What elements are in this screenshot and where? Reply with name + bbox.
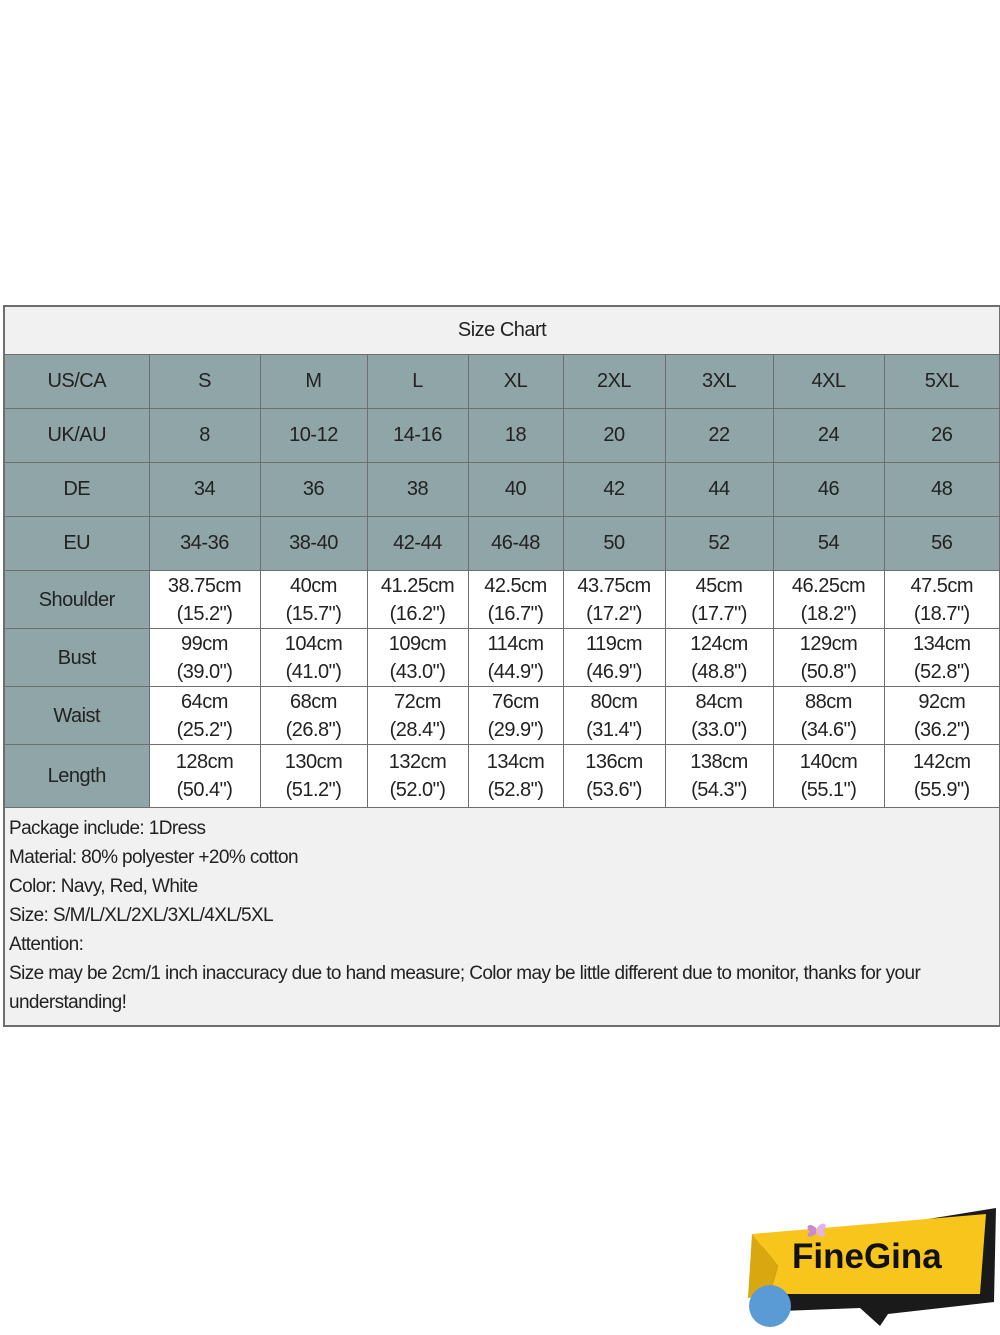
size-chart-title: Size Chart xyxy=(4,306,1000,355)
measure-cell xyxy=(260,571,367,629)
product-notes xyxy=(4,808,1000,1027)
measure-cell xyxy=(468,745,563,808)
measure-cell xyxy=(884,571,1000,629)
row-label: US/CA xyxy=(4,355,149,409)
measure-cm: 134cm xyxy=(913,632,971,655)
measure-inch: (52.0") xyxy=(389,779,446,801)
measure-cm: 64cm xyxy=(181,690,228,713)
measure-cm: 88cm xyxy=(805,690,852,713)
size-cell: 40 xyxy=(468,463,563,517)
measure-inch: (55.1") xyxy=(800,779,857,801)
measure-cm: 40cm xyxy=(290,574,337,597)
measure-cell xyxy=(367,745,468,808)
measure-cm: 134cm xyxy=(486,751,545,773)
measure-cell xyxy=(260,745,367,808)
measure-cell xyxy=(367,687,468,745)
measure-cm: 142cm xyxy=(913,751,971,773)
measure-cm: 138cm xyxy=(690,751,748,773)
table-row xyxy=(4,517,1000,571)
measure-cell xyxy=(563,571,665,629)
size-cell: 44 xyxy=(665,463,773,517)
measure-cell xyxy=(884,745,1000,808)
table-row xyxy=(4,409,1000,463)
table-row xyxy=(4,687,1000,745)
measure-cell xyxy=(665,687,773,745)
size-cell: XL xyxy=(468,355,563,409)
measure-inch: (43.0") xyxy=(389,660,446,683)
measure-inch: (50.8") xyxy=(800,660,857,683)
measure-cell xyxy=(149,687,260,745)
logo-dot xyxy=(749,1285,791,1327)
measure-cm: 47.5cm xyxy=(910,574,974,597)
measure-cell xyxy=(468,571,563,629)
note-color: Color: Navy, Red, White xyxy=(9,876,198,897)
measure-cell xyxy=(563,745,665,808)
size-cell: 18 xyxy=(468,409,563,463)
size-cell: 56 xyxy=(884,517,1000,571)
measure-inch: (25.2") xyxy=(176,718,233,741)
measure-cell xyxy=(260,629,367,687)
size-cell: 54 xyxy=(773,517,884,571)
measure-inch: (18.2") xyxy=(800,602,857,625)
size-cell: 3XL xyxy=(665,355,773,409)
measure-cell xyxy=(665,745,773,808)
measure-inch: (16.2") xyxy=(389,602,446,625)
row-label: EU xyxy=(4,517,149,571)
table-row xyxy=(4,745,1000,808)
measure-cm: 80cm xyxy=(590,690,638,713)
measure-cm: 38.75cm xyxy=(167,574,242,597)
measure-cell xyxy=(563,629,665,687)
measure-cell xyxy=(468,629,563,687)
measure-cm: 140cm xyxy=(799,751,858,773)
measure-cell xyxy=(367,629,468,687)
size-cell: 20 xyxy=(563,409,665,463)
measure-cm: 104cm xyxy=(284,632,343,655)
measure-cm: 124cm xyxy=(690,632,748,655)
size-cell: L xyxy=(367,355,468,409)
size-cell: 34-36 xyxy=(149,517,260,571)
size-cell: 22 xyxy=(665,409,773,463)
measure-cm: 129cm xyxy=(799,632,858,655)
size-cell: S xyxy=(149,355,260,409)
measure-inch: (31.4") xyxy=(586,718,642,741)
measure-inch: (33.0") xyxy=(691,718,747,741)
finegina-logo xyxy=(748,1208,998,1328)
measure-cm: 114cm xyxy=(487,632,544,655)
size-cell: 42 xyxy=(563,463,665,517)
table-row xyxy=(4,629,1000,687)
measure-cell xyxy=(773,629,884,687)
note-package: Package include: 1Dress xyxy=(9,818,206,839)
measure-inch: (50.4") xyxy=(176,779,233,801)
measure-cell xyxy=(149,571,260,629)
measure-inch: (52.8") xyxy=(487,779,544,801)
size-cell: 34 xyxy=(149,463,260,517)
measure-inch: (28.4") xyxy=(389,718,446,741)
measure-cell xyxy=(773,687,884,745)
measure-cm: 76cm xyxy=(492,690,539,713)
measure-cm: 41.25cm xyxy=(380,574,455,597)
size-chart-table xyxy=(3,305,1000,1027)
measure-cell xyxy=(665,571,773,629)
measure-inch: (15.7") xyxy=(285,602,342,625)
measure-cm: 109cm xyxy=(388,632,447,655)
size-cell: 50 xyxy=(563,517,665,571)
measure-cell xyxy=(884,687,1000,745)
measure-inch: (34.6") xyxy=(800,718,857,741)
measure-cm: 42.5cm xyxy=(484,574,547,597)
measure-cm: 128cm xyxy=(175,751,234,773)
measure-cell xyxy=(149,629,260,687)
measure-inch: (41.0") xyxy=(285,660,342,683)
size-cell: 52 xyxy=(665,517,773,571)
size-cell: 48 xyxy=(884,463,1000,517)
note-attention-text: Size may be 2cm/1 inch inaccuracy due to hand measure; Color may be little different due to monitor, thanks for your understanding! xyxy=(9,963,921,1013)
measure-inch: (48.8") xyxy=(691,660,747,683)
measure-inch: (17.7") xyxy=(691,602,747,625)
measure-cm: 132cm xyxy=(388,751,447,773)
size-cell: M xyxy=(260,355,367,409)
table-row xyxy=(4,463,1000,517)
size-cell: 10-12 xyxy=(260,409,367,463)
measure-inch: (16.7") xyxy=(487,602,544,625)
measure-inch: (55.9") xyxy=(913,779,970,801)
measure-cell xyxy=(468,687,563,745)
measure-cm: 119cm xyxy=(585,632,643,655)
measure-inch: (52.8") xyxy=(913,660,970,683)
size-cell: 26 xyxy=(884,409,1000,463)
measure-inch: (36.2") xyxy=(913,718,970,741)
size-cell: 36 xyxy=(260,463,367,517)
measure-cm: 136cm xyxy=(585,751,643,773)
table-row xyxy=(4,355,1000,409)
row-label: Bust xyxy=(4,629,149,687)
measure-inch: (17.2") xyxy=(586,602,642,625)
table-row xyxy=(4,571,1000,629)
measure-cm: 92cm xyxy=(918,690,966,713)
note-size: Size: S/M/L/XL/2XL/3XL/4XL/5XL xyxy=(9,905,274,926)
measure-cm: 84cm xyxy=(695,690,743,713)
measure-cm: 68cm xyxy=(290,690,337,713)
size-cell: 38 xyxy=(367,463,468,517)
size-cell: 24 xyxy=(773,409,884,463)
row-label: DE xyxy=(4,463,149,517)
measure-cell xyxy=(260,687,367,745)
measure-cm: 130cm xyxy=(284,751,343,773)
measure-cm: 99cm xyxy=(181,632,228,655)
measure-cm: 45cm xyxy=(695,574,743,597)
size-cell: 5XL xyxy=(884,355,1000,409)
measure-cm: 72cm xyxy=(394,690,441,713)
size-cell: 2XL xyxy=(563,355,665,409)
measure-cell xyxy=(149,745,260,808)
measure-cell xyxy=(367,571,468,629)
size-cell: 42-44 xyxy=(367,517,468,571)
note-material: Material: 80% polyester +20% cotton xyxy=(9,847,298,868)
measure-inch: (46.9") xyxy=(586,660,642,683)
measure-cell xyxy=(773,745,884,808)
measure-inch: (54.3") xyxy=(691,779,747,801)
row-label: Shoulder xyxy=(4,571,149,629)
measure-inch: (53.6") xyxy=(586,779,642,801)
size-cell: 46-48 xyxy=(468,517,563,571)
measure-inch: (18.7") xyxy=(913,602,970,625)
size-cell: 8 xyxy=(149,409,260,463)
measure-cm: 43.75cm xyxy=(577,574,651,597)
measure-inch: (29.9") xyxy=(487,718,544,741)
measure-inch: (26.8") xyxy=(285,718,342,741)
notes-row xyxy=(4,808,1000,1027)
measure-cell xyxy=(773,571,884,629)
row-label: Waist xyxy=(4,687,149,745)
measure-cell xyxy=(884,629,1000,687)
size-cell: 14-16 xyxy=(367,409,468,463)
measure-cell xyxy=(665,629,773,687)
row-label: UK/AU xyxy=(4,409,149,463)
note-attention-label: Attention: xyxy=(9,934,84,955)
size-cell: 4XL xyxy=(773,355,884,409)
measure-cell xyxy=(563,687,665,745)
logo-text: FineGina xyxy=(792,1237,942,1276)
measure-inch: (51.2") xyxy=(285,779,342,801)
measure-cm: 46.25cm xyxy=(791,574,866,597)
measure-inch: (15.2") xyxy=(176,602,233,625)
measure-inch: (39.0") xyxy=(176,660,233,683)
measure-inch: (44.9") xyxy=(487,660,544,683)
row-label: Length xyxy=(4,745,149,808)
size-cell: 38-40 xyxy=(260,517,367,571)
size-cell: 46 xyxy=(773,463,884,517)
